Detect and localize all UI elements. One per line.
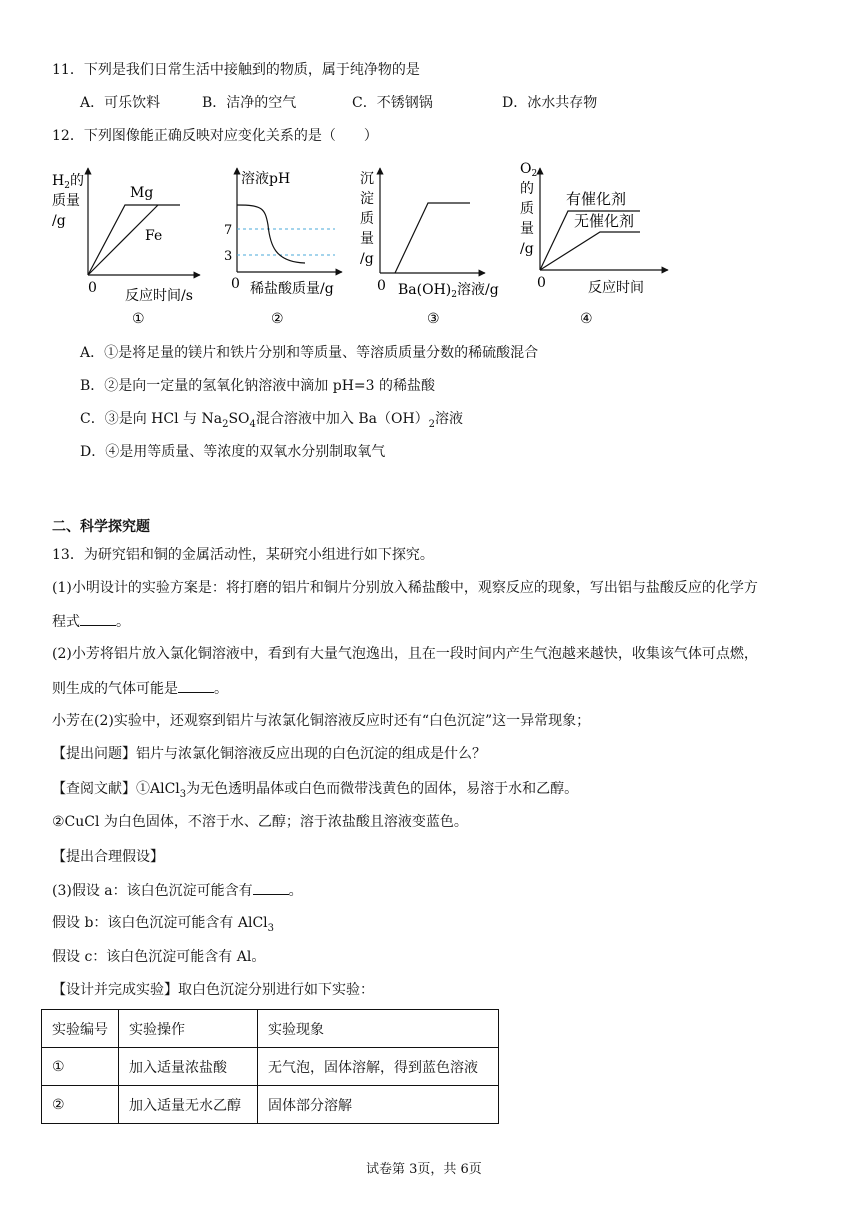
q13-p2-line2: 则生成的气体可能是 。 (52, 678, 228, 699)
fig3-number: ③ (427, 311, 440, 327)
section-title: 二、科学探究题 (52, 519, 150, 535)
table-row (42, 1086, 499, 1124)
answer-blank-3[interactable] (253, 880, 289, 895)
q12-stem: 12．下列图像能正确反映对应变化关系的是（ ） (52, 128, 378, 144)
fig2-tick-3: 3 (224, 249, 233, 264)
fig4-origin: 0 (537, 275, 546, 291)
fig1-ylabel-h2: $H_2$的 (52, 173, 84, 191)
q13-p2-line1: (2)小芳将铝片放入氯化铜溶液中，看到有大量气泡逸出，且在一段时间内产生气泡越来越快，收集该气体可点燃， (52, 646, 758, 662)
fig2-origin: 0 (231, 276, 240, 292)
table-row (42, 1048, 499, 1086)
fig1-ylabel-unit: /g (52, 213, 66, 229)
fig2-number: ② (271, 311, 284, 327)
table-cell: ① (42, 1048, 119, 1086)
q12-option-c[interactable]: C．③是向 HCl 与 $Na_2SO_4$混合溶液中加入 $Ba(OH)_2$溶液 (80, 411, 464, 430)
fig3-ylabel-5: /g (360, 251, 374, 267)
fig3-ylabel-2: 淀 (360, 191, 374, 207)
figure-3 (360, 168, 499, 327)
table-cell: 固体部分溶解 (258, 1086, 499, 1124)
fig4-xlabel: 反应时间 (588, 280, 644, 296)
q12-option-b[interactable]: B．②是向一定量的氢氧化钠溶液中滴加 pH=3 的稀盐酸 (80, 378, 435, 394)
fig4-ylabel-3: 量 (520, 221, 534, 237)
q13-literature-1: 【查阅文献】①AlCl$_3$为无色透明晶体或白色而微带浅黄色的固体，易溶于水和乙醇。 (52, 781, 579, 800)
q12-option-d[interactable]: D．④是用等质量、等浓度的双氧水分别制取氧气 (80, 444, 386, 460)
figure-4 (520, 161, 668, 327)
table-cell: ② (42, 1086, 119, 1124)
precipitate-line (395, 203, 470, 273)
table-cell: 加入适量无水乙醇 (119, 1086, 258, 1124)
fig3-xlabel: $Ba(OH)_2$溶液/g (398, 282, 499, 300)
fig4-number: ④ (580, 311, 593, 327)
q13-stem: 13．为研究铝和铜的金属活动性，某研究小组进行如下探究。 (52, 547, 434, 563)
mg-line (88, 205, 180, 275)
fig3-ylabel-3: 质 (360, 211, 374, 227)
fig4-series-catalyst: 有催化剂 (566, 190, 627, 208)
q13-hypothesis-b: 假设 b：该白色沉淀可能含有 AlCl$_3$ (52, 915, 275, 934)
q13-design: 【设计并完成实验】取白色沉淀分别进行如下实验： (52, 982, 374, 998)
fig3-ylabel-4: 量 (360, 231, 374, 247)
table-header: 实验操作 (119, 1010, 258, 1048)
q13-p1-line2: 程式 。 (52, 611, 130, 632)
fig3-ylabel-1: 沉 (360, 171, 374, 187)
q13-hypothesis-c: 假设 c：该白色沉淀可能含有 Al。 (52, 949, 266, 965)
q12-figures (0, 0, 860, 340)
q13-p1-line1: (1)小明设计的实验方案是：将打磨的铝片和铜片分别放入稀盐酸中，观察反应的现象，写出铝与盐酸反应的化学方 (52, 580, 758, 596)
table-cell: 加入适量浓盐酸 (119, 1048, 258, 1086)
q11-option-a[interactable]: A．可乐饮料 (80, 95, 161, 111)
q13-p3: 小芳在(2)实验中，还观察到铝片与浓氯化铜溶液反应时还有“白色沉淀”这一异常现象； (52, 713, 591, 729)
figure-1 (52, 168, 200, 327)
experiment-table (41, 1009, 499, 1124)
q11-option-c[interactable]: C．不锈钢锅 (352, 95, 433, 111)
page-footer: 试卷第 3页，共 6页 (366, 1162, 482, 1177)
q13-hypothesis-tag: 【提出合理假设】 (52, 849, 164, 865)
q13-literature-2: ②CuCl 为白色固体，不溶于水、乙醇；溶于浓盐酸且溶液变蓝色。 (52, 814, 468, 830)
q11-stem: 11．下列是我们日常生活中接触到的物质，属于纯净物的是 (52, 62, 420, 78)
answer-blank-1[interactable] (80, 611, 116, 626)
table-cell: 无气泡，固体溶解，得到蓝色溶液 (258, 1048, 499, 1086)
fig4-series-no-catalyst: 无催化剂 (574, 212, 635, 230)
q11-option-d[interactable]: D．冰水共存物 (502, 95, 598, 111)
fig1-number: ① (132, 311, 145, 327)
fig4-ylabel-1: 的 (520, 181, 534, 197)
table-header: 实验编号 (42, 1010, 119, 1048)
fig1-ylabel-mass: 质量 (52, 193, 80, 209)
fig1-series-mg: Mg (130, 185, 154, 201)
q11-option-b[interactable]: B．洁净的空气 (202, 95, 297, 111)
fig3-origin: 0 (377, 278, 386, 294)
fig2-tick-7: 7 (224, 223, 233, 238)
q13-hypothesis-a: (3)假设 a：该白色沉淀可能含有 。 (52, 880, 303, 901)
answer-blank-2[interactable] (178, 678, 214, 693)
table-header-row (42, 1010, 499, 1048)
q12-option-a[interactable]: A．①是将足量的镁片和铁片分别和等质量、等溶质质量分数的稀硫酸混合 (80, 345, 539, 361)
fig1-xlabel: 反应时间/s (125, 288, 193, 304)
ph-curve (237, 205, 305, 263)
fig4-ylabel-4: /g (520, 241, 534, 257)
fig2-ylabel: 溶液pH (241, 171, 291, 187)
figure-2 (224, 168, 342, 327)
fig1-series-fe: Fe (145, 228, 163, 244)
table-header: 实验现象 (258, 1010, 499, 1048)
q13-question: 【提出问题】铝片与浓氯化铜溶液反应出现的白色沉淀的组成是什么？ (52, 746, 486, 762)
fig4-ylabel-o2: $O_2$ (520, 161, 538, 179)
fig4-ylabel-2: 质 (520, 201, 534, 217)
fig1-origin: 0 (88, 280, 97, 296)
fig2-xlabel: 稀盐酸质量/g (250, 281, 334, 297)
